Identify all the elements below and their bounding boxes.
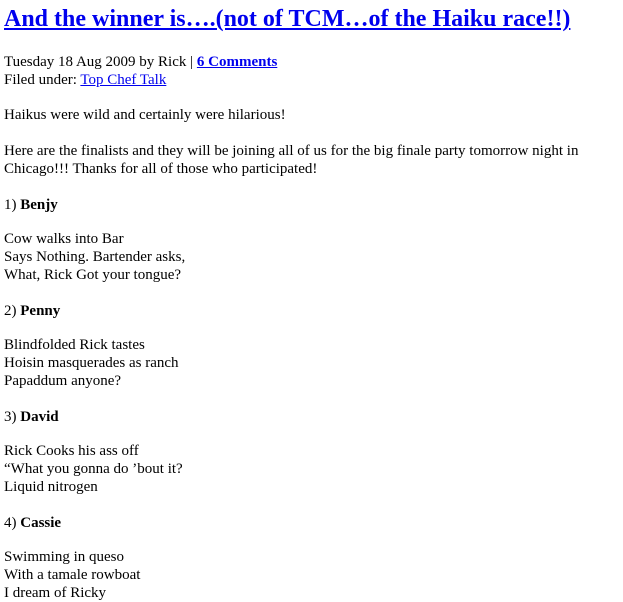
haiku-line: I dream of Ricky	[4, 585, 107, 601]
haiku	[4, 548, 619, 602]
finalist-heading	[4, 302, 619, 320]
haiku-line: Liquid nitrogen	[4, 479, 98, 495]
post-title	[4, 0, 619, 34]
post-category	[4, 71, 619, 89]
haiku-line: “What you gonna do ’bout it?	[4, 461, 183, 477]
haiku-line: Swimming in queso	[4, 549, 125, 565]
haiku	[4, 442, 619, 496]
finalist-heading	[4, 196, 619, 214]
post-date-author: Tuesday 18 Aug 2009 by Rick |	[4, 54, 197, 70]
haiku	[4, 230, 619, 284]
haiku-line: Papaddum anyone?	[4, 373, 122, 389]
haiku-line: Rick Cooks his ass off	[4, 443, 139, 459]
haiku	[4, 336, 619, 390]
finalist-name: David	[20, 409, 59, 425]
intro-paragraph-1: Haikus were wild and certainly were hilarious!	[4, 107, 286, 123]
haiku-line: With a tamale rowboat	[4, 567, 141, 583]
post-byline	[4, 53, 619, 71]
haiku-line: What, Rick Got your tongue?	[4, 267, 182, 283]
filed-under-label: Filed under:	[4, 72, 81, 88]
haiku-line: Hoisin masquerades as ranch	[4, 355, 179, 371]
finalist-heading	[4, 408, 619, 426]
finalist-number: 4)	[4, 515, 21, 531]
finalist-name: Penny	[20, 303, 61, 319]
haiku-line: Says Nothing. Bartender asks,	[4, 249, 186, 265]
finalist-heading	[4, 514, 619, 532]
comments-link[interactable]: 6 Comments	[196, 54, 278, 70]
post-title-link[interactable]: And the winner is….(not of TCM…of the Haiku race!!)	[4, 6, 571, 32]
finalist-number: 3)	[4, 409, 21, 425]
category-link[interactable]: Top Chef Talk	[80, 72, 167, 88]
finalist-name: Benjy	[20, 197, 58, 213]
finalist-name: Cassie	[20, 515, 62, 531]
post-meta	[4, 53, 619, 89]
intro-paragraph-2: Here are the finalists and they will be joining all of us for the big finale party tomorrow night in Chicago!!! Thanks for all of those who participated!	[4, 143, 579, 177]
haiku-line: Blindfolded Rick tastes	[4, 337, 145, 353]
finalist-number: 2)	[4, 303, 21, 319]
haiku-line: Cow walks into Bar	[4, 231, 124, 247]
finalist-number: 1)	[4, 197, 21, 213]
